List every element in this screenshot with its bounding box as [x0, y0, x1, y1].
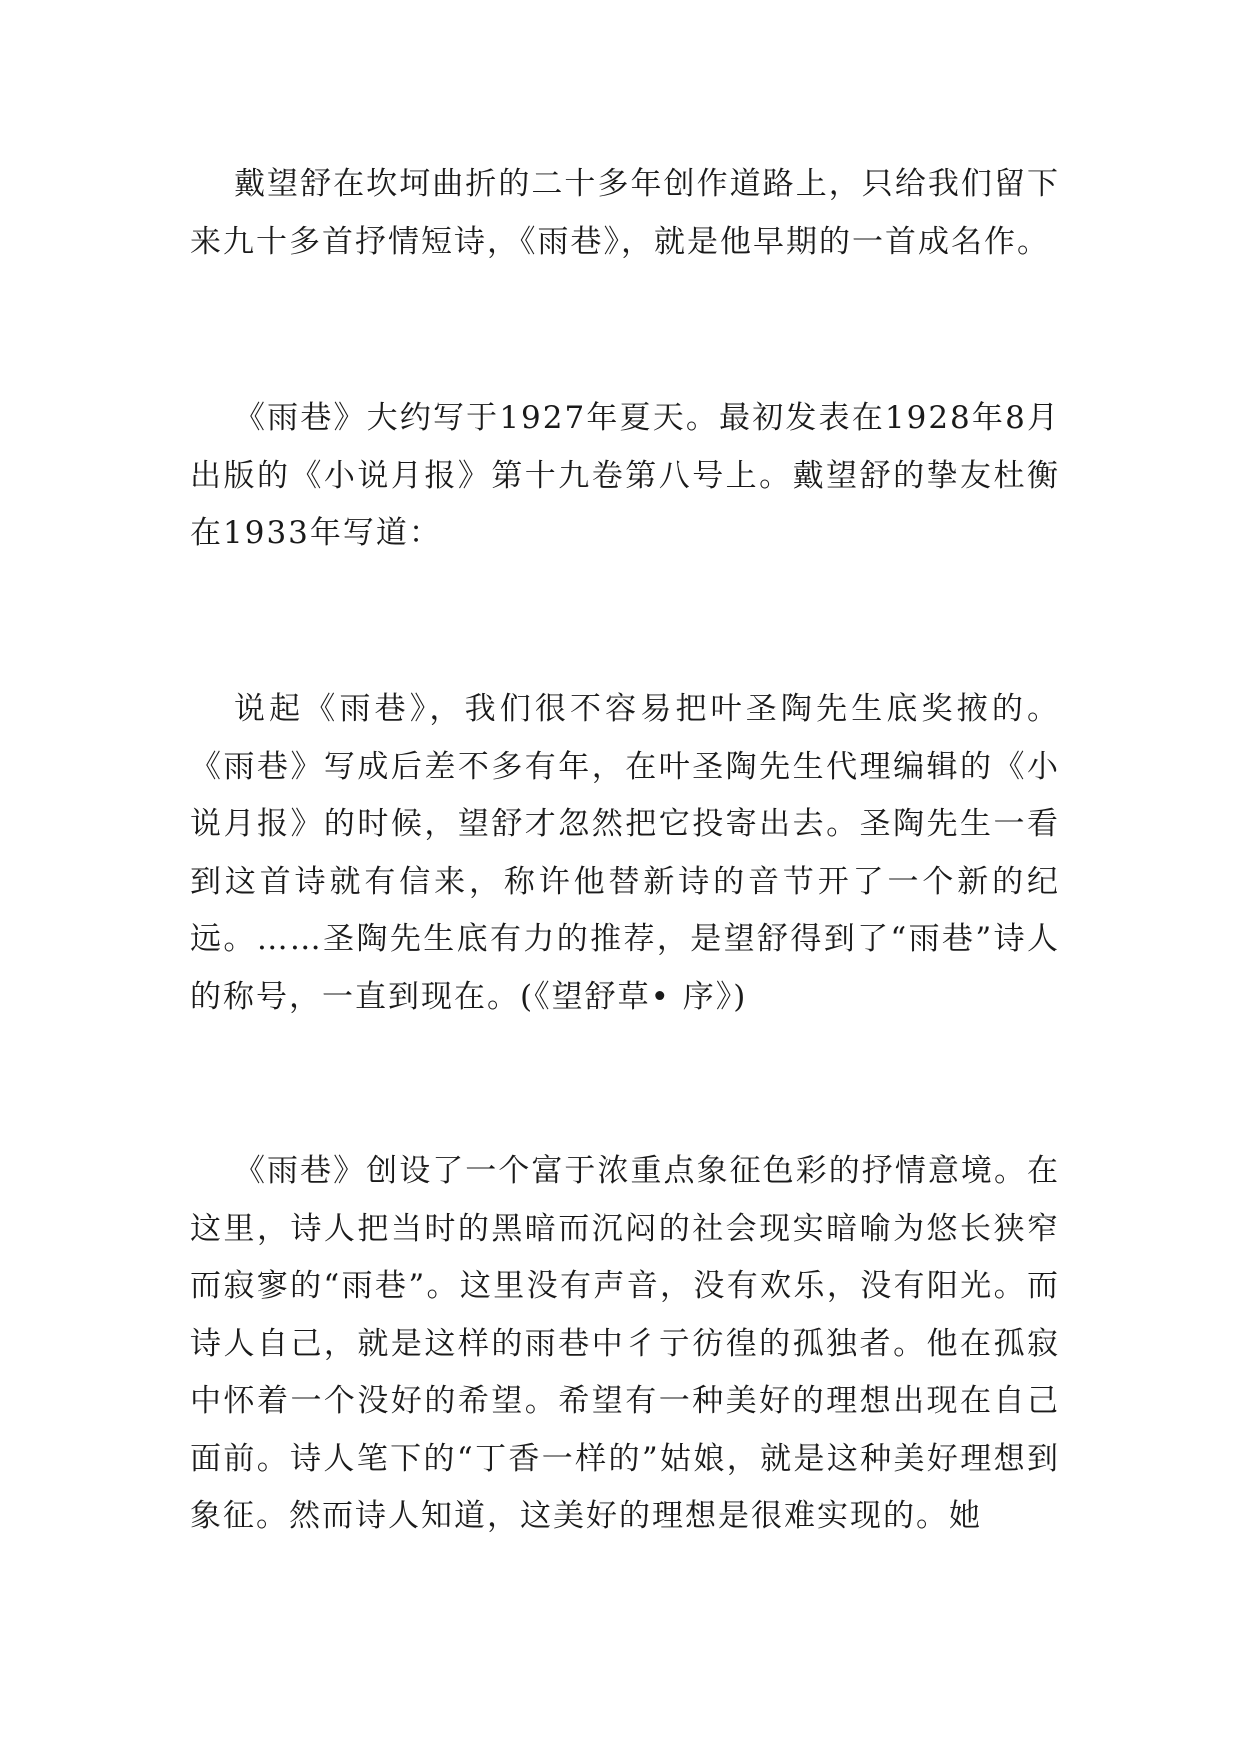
- paragraph-quotation: 说起《雨巷》，我们很不容易把叶圣陶先生底奖掖的。《雨巷》写成后差不多有年，在叶圣陶先生代理编辑的《小说月报》的时候，望舒才忽然把它投寄出去。圣陶先生一看到这首诗就有信来，称许他替新诗的音节开了一个新的纪远。……圣陶先生底有力的推荐，是望舒得到了“雨巷”诗人的称号，一直到现在。(《望舒草• 序》): [190, 691, 1060, 1015]
- paragraph-intro: 戴望舒在坎坷曲折的二十多年创作道路上，只给我们留下来九十多首抒情短诗，《雨巷》，就是他早期的一首成名作。: [190, 166, 1060, 260]
- paragraph-analysis: 《雨巷》创设了一个富于浓重点象征色彩的抒情意境。在这里，诗人把当时的黑暗而沉闷的社会现实暗喻为悠长狭窄而寂寥的“雨巷”。这里没有声音，没有欢乐，没有阳光。而诗人自己，就是这样的雨巷中彳亍彷徨的孤独者。他在孤寂中怀着一个没好的希望。希望有一种美好的理想出现在自己面前。诗人笔下的“丁香一样的”姑娘，就是这种美好理想到象征。然而诗人知道，这美好的理想是很难实现的。她: [190, 1153, 1060, 1534]
- paragraph-publication: 《雨巷》大约写于1927年夏天。最初发表在1928年8月出版的《小说月报》第十九卷第八号上。戴望舒的挚友杜衡在1933年写道：: [190, 400, 1060, 551]
